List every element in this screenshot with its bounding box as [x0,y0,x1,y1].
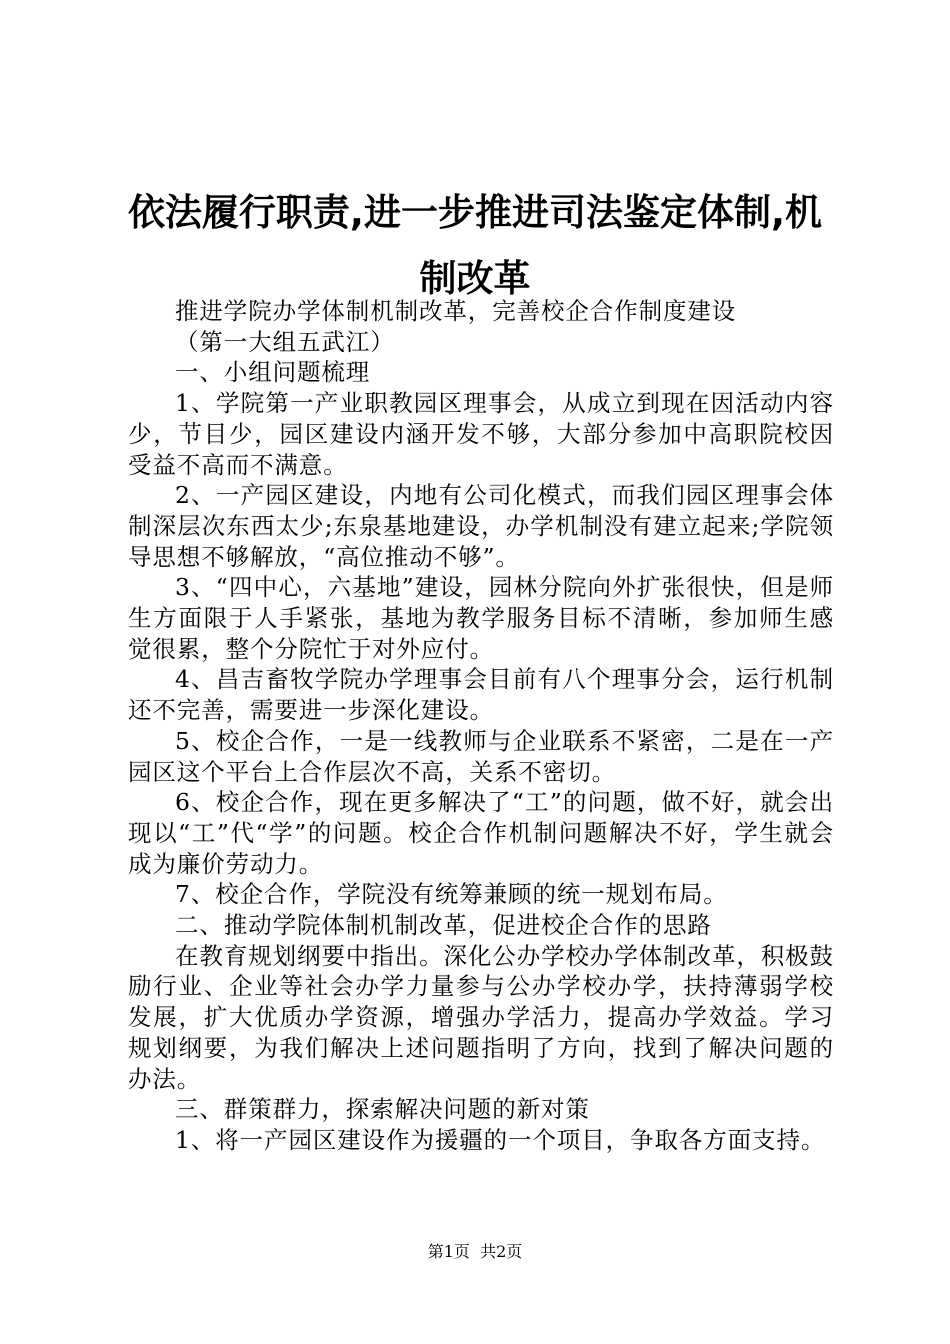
paragraph: 在教育规划纲要中指出。深化公办学校办学体制改革，积极鼓励行业、企业等社会办学力量参与公办学校办学，扶持薄弱学校发展，扩大优质办学资源，增强办学活力，提高办学效益。学习规划纲要，为我们解决上述问题指明了方向，找到了解决问题的办法。 [128,941,834,1093]
page-number: 第1页 共2页 [427,1242,523,1261]
paragraph: 二、推动学院体制机制改革，促进校企合作的思路 [175,911,712,940]
paragraph: 1、将一产园区建设作为援疆的一个项目，争取各方面支持。 [175,1125,826,1154]
paragraph: 7、校企合作，学院没有统筹兼顾的统一规划布局。 [175,880,728,909]
paragraph: 4、昌吉畜牧学院办学理事会目前有八个理事分会，运行机制还不完善，需要进一步深化建设。 [128,665,834,725]
paragraph: 6、校企合作，现在更多解决了“工”的问题，做不好，就会出现以“工”代“学”的问题。校企合作机制问题解决不好，学生就会成为廉价劳动力。 [128,788,834,878]
document-body [128,296,834,1156]
paragraph: 推进学院办学体制机制改革，完善校企合作制度建设 [175,297,737,325]
paragraph: 5、校企合作，一是一线教师与企业联系不紧密，二是在一产园区这个平台上合作层次不高，关系不密切。 [128,726,834,786]
paragraph: 2、一产园区建设，内地有公司化模式，而我们园区理事会体制深层次东西太少;东泉基地建设，办学机制没有建立起来;学院领导思想不够解放，“高位推动不够”。 [128,481,834,571]
paragraph: 1、学院第一产业职教园区理事会，从成立到现在因活动内容少，节目少，园区建设内涵开发不够，大部分参加中高职院校因受益不高而不满意。 [128,389,834,479]
paragraph: 三、群策群力，探索解决问题的新对策 [175,1095,590,1124]
paragraph: 一、小组问题梳理 [175,358,371,387]
paragraph: （第一大组五武江） [175,327,395,356]
paragraph: 3、“四中心，六基地”建设，园林分院向外扩张很快，但是师生方面限于人手紧张，基地为教学服务目标不清晰，参加师生感觉很累，整个分院忙于对外应付。 [128,573,834,663]
page-footer [0,1242,950,1262]
document-title: 依法履行职责,进一步推进司法鉴定体制,机制改革 [127,191,823,300]
